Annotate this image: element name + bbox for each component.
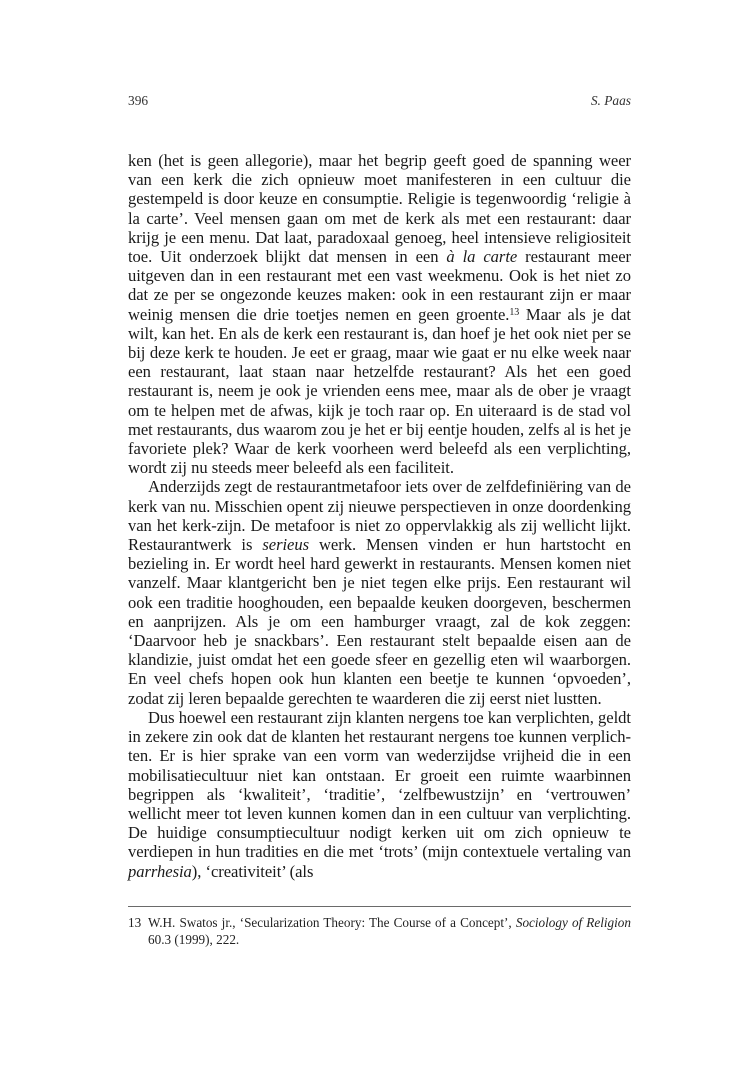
footnote-journal-title: Sociology of Religion <box>515 915 631 930</box>
body-text <box>128 151 631 881</box>
footnote-text-b: 60.3 (1999), 222. <box>148 932 240 947</box>
paragraph-1-italic: à la carte <box>446 247 518 267</box>
running-author: S. Paas <box>590 93 631 108</box>
paragraph-1-text-c: Maar als je dat wilt, kan het. En als de kerk een restaurant is, dan hoef je het ook niet per se bij deze kerk te houden. Je eet er graag, maar wie gaat er nu elke week naar een restaurant, laat staan naar hetzelfde restaurant? Als het een goed restaurant is, neem je ook je vrienden eens mee, maar als de ober je vraagt om te helpen met de afwas, kijk je toch raar op. En uiteraard is de stad vol met restaurants, dus waarom zou je het er bij eentje houden, zelfs al is het je favoriete plek? Waar de kerk voorheen werd beleefd als een verplichting, wordt zij nu steeds meer beleefd als een faciliteit. <box>128 304 631 478</box>
paragraph-1-text-a: ken (het is geen allegorie), maar het begrip geeft goed de spanning weer van een kerk die zich opnieuw moet manifesteren in een cultuur die gestempeld is door keuze en consumptie. Religie is tegenwoordig ‘religie à la carte’. Veel mensen gaan om met de kerk als met een restaurant: daar krijg je een menu. Dat laat, paradoxaal genoeg, heel intensieve religiositeit toe. Uit onderzoek blijkt dat mensen in een <box>128 151 631 267</box>
paragraph-3-text-a: Dus hoewel een restaurant zijn klanten nergens toe kan verplichten, geldt in zekere zin ook dat de klanten het restaurant nergens toe kunnen verplichten. Er is hier sprake van een vorm van wederzijdse vrijheid die in een mobilisatiecultuur niet kan ontstaan. Er groeit een ruimte waarbinnen begrippen als ‘kwaliteit’, ‘traditie’, ‘zelfbewustzijn’ en ‘vertrouwen’ wellicht meer tot leven kunnen komen dan in een cultuur van verplichting. De huidige consumptiecultuur nodigt kerken uit om zich opnieuw te verdiepen in hun tradities en die met ‘trots’ (mijn contextuele vertaling van <box>128 707 631 862</box>
footnote <box>128 914 631 948</box>
page-number: 396 <box>128 93 149 108</box>
paragraph-1-text-b: restaurant meer uitgeven dan in een restaurant met een vast weekmenu. Ook is het niet zo dat ze per se ongezonde keuzes maken: ook in een restaurant zijn er maar weinig mensen die drie toetjes nemen en geen groente. <box>128 247 631 324</box>
footnote-reference[interactable]: 13 <box>509 306 520 318</box>
footnote-divider <box>128 906 631 907</box>
paragraph-2-text-a: Anderzijds zegt de restaurantmetafoor iets over de zelfdefiniëring van de kerk van nu. Misschien opent zij nieuwe perspectieven in onze doordenking van het kerk-zijn. De metafoor is niet zo oppervlakkig als zij wellicht lijkt. Restaurantwerk is <box>128 477 631 555</box>
running-head <box>128 93 631 109</box>
footnote-text-a: W.H. Swatos jr., ‘Secularization Theory: The Course of a Concept’, <box>148 915 516 930</box>
paragraph-1 <box>128 151 631 477</box>
paragraph-3-text-b: ), ‘creativiteit’ (als <box>191 861 314 881</box>
footnote-body <box>148 914 631 948</box>
paragraph-2 <box>128 477 631 707</box>
footnote-number: 13 <box>128 915 142 930</box>
paragraph-2-text-b: werk. Mensen vinden er hun hartstocht en bezieling in. Er wordt heel hard gewerkt in restaurants. Mensen komen niet vanzelf. Maar klantgericht ben je niet tegen elke prijs. Een restaurant wil ook een traditie hooghouden, een bepaalde keuken doorgeven, beschermen en aanprijzen. Als je om een hamburger vraagt, zal de kok zeggen: ‘Daarvoor heb je snackbars’. Een restaurant stelt bepaalde eisen aan de klandizie, juist omdat het een goede sfeer en gezellig eten wil waarborgen. En veel chefs hopen ook hun klanten een beetje te kunnen ‘opvoeden’, zodat zij leren bepaalde gerechten te waarderen die zij eerst niet lustten. <box>128 535 631 708</box>
book-page <box>128 0 631 1068</box>
paragraph-2-italic: serieus <box>262 535 310 555</box>
paragraph-3-italic: parrhesia <box>128 861 192 881</box>
paragraph-3 <box>128 708 631 881</box>
